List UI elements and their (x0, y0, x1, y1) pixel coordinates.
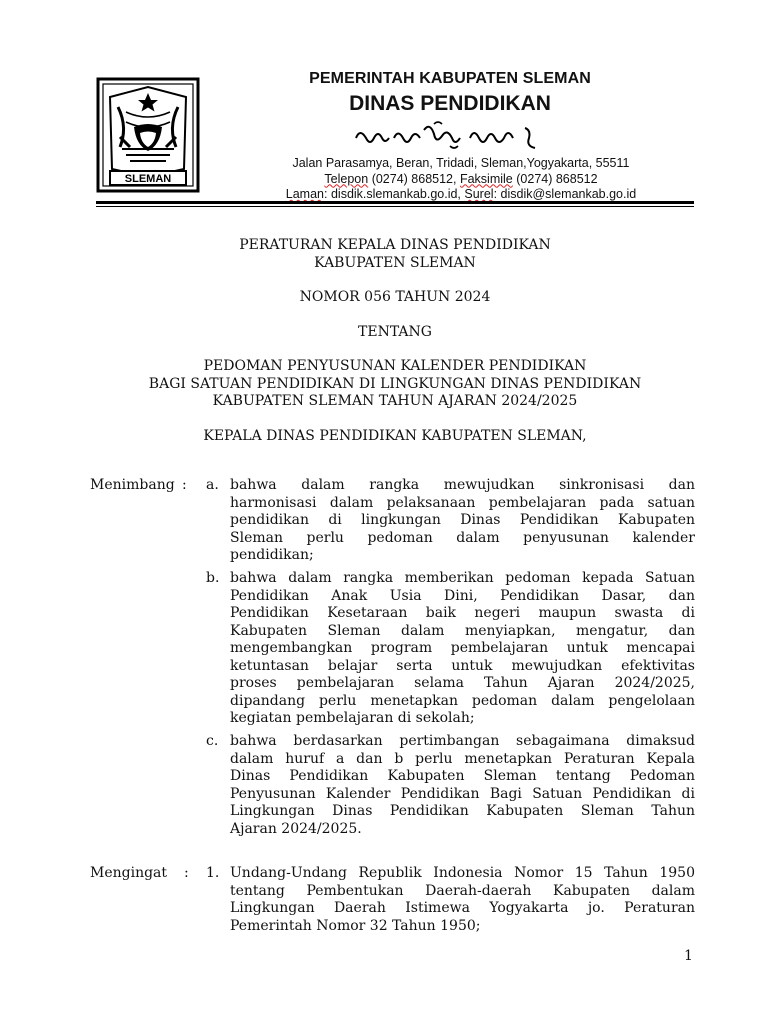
menimbang-label: Menimbang (90, 477, 175, 493)
email-value: : disdik@slemankab.go.id (493, 187, 637, 201)
text-line: Dinas Pendidikan Kabupaten Sleman tentang Pedoman (230, 768, 695, 784)
title-line-2: KABUPATEN SLEMAN (314, 254, 476, 271)
mengingat-item-mark: 1. (206, 865, 220, 881)
text-line: pendidikan di lingkungan Dinas Pendidikan Kabupaten (230, 512, 695, 528)
regulation-number: NOMOR 056 TAHUN 2024 (299, 289, 491, 305)
sleman-coat-of-arms-logo (96, 77, 200, 193)
text-line: Pendidikan Anak Usia Dini, Pendidikan Dasar, dan (230, 587, 695, 604)
text-line: mengembangkan program pembelajaran untuk mencapai (230, 640, 695, 656)
government-name: PEMERINTAH KABUPATEN SLEMAN (309, 70, 591, 87)
address-line: Jalan Parasamya, Beran, Tridadi, Sleman,Yogyakarta, 55511 (292, 156, 630, 170)
text-line: harmonisasi dalam pelaksanaan pembelajaran pada satuan (230, 494, 695, 511)
letterhead-address (232, 156, 690, 203)
letterhead-rule-thin (96, 206, 694, 207)
text-line: bahwa berdasarkan pertimbangan sebagaimana dimaksud (230, 733, 695, 749)
fax-value: (0274) 868512 (516, 171, 598, 186)
text-line: Undang-Undang Republik Indonesia Nomor 15 Tahun 1950 (230, 865, 695, 881)
letterhead-rule-thick (96, 201, 694, 204)
mengingat-label: Mengingat (90, 865, 168, 881)
menimbang-item-c (230, 733, 695, 838)
menimbang-colon: : (182, 477, 187, 493)
issuing-official: KEPALA DINAS PENDIDIKAN KABUPATEN SLEMAN, (203, 427, 587, 444)
text-line: dalam huruf a dan b perlu menetapkan Peraturan Kepala (230, 750, 695, 767)
text-line: proses pembelajaran selama Tahun Ajaran 2024/2025, (230, 675, 695, 691)
mengingat-item-1 (230, 865, 695, 935)
text-line: dipandang perlu menetapkan pedoman dalam pengelolaan (230, 692, 695, 709)
phone-label: Telepon (324, 171, 369, 186)
page-number: 1 (684, 948, 693, 964)
javanese-script-emblem (350, 118, 550, 152)
text-line: Ajaran 2024/2025. (230, 820, 362, 837)
regulation-about: TENTANG (358, 323, 432, 340)
menimbang-item-a (230, 477, 695, 565)
text-line: pendidikan; (230, 547, 314, 563)
text-line: bahwa dalam rangka mewujudkan sinkronisasi dan (230, 477, 695, 493)
email-label: Surel (464, 187, 494, 201)
fax-label: Faksimile (459, 171, 513, 186)
text-line: Penyusunan Kalender Pendidikan Bagi Satuan Pendidikan di (230, 785, 695, 802)
text-line: tentang Pembentukan Daerah-daerah Kabupaten dalam (230, 882, 695, 899)
web-value: : disdik.slemankab.go.id, (324, 187, 461, 201)
text-line: Sleman perlu pedoman dalam penyusunan kalender (230, 529, 695, 546)
menimbang-item-mark: c. (206, 733, 219, 749)
text-line: bahwa dalam rangka memberikan pedoman kepada Satuan (230, 570, 695, 586)
subject-line-2: BAGI SATUAN PENDIDIKAN DI LINGKUNGAN DINAS PENDIDIKAN (148, 375, 642, 392)
menimbang-item-b (230, 570, 695, 728)
text-line: kegiatan pembelajaran di sekolah; (230, 710, 475, 726)
menimbang-item-mark: a. (206, 477, 219, 493)
web-label: Laman (285, 187, 325, 201)
mengingat-colon: : (184, 865, 189, 881)
text-line: Lingkungan Dinas Pendidikan Kabupaten Sleman Tahun (230, 803, 695, 819)
subject-line-1: PEDOMAN PENYUSUNAN KALENDER PENDIDIKAN (203, 358, 587, 374)
text-line: Lingkungan Daerah Istimewa Yogyakarta jo. Peraturan (230, 900, 695, 916)
contact-phone-fax (232, 172, 690, 188)
title-line-1: PERATURAN KEPALA DINAS PENDIDIKAN (239, 237, 551, 253)
text-line: Pendidikan Kesetaraan baik negeri maupun swasta di (230, 605, 695, 621)
text-line: ketuntasan belajar serta untuk mewujudkan efektivitas (230, 657, 695, 674)
regulation-title-block (96, 237, 694, 445)
subject-line-3: KABUPATEN SLEMAN TAHUN AJARAN 2024/2025 (212, 393, 578, 409)
text-line: Pemerintah Nomor 32 Tahun 1950; (230, 917, 481, 934)
text-line: Kabupaten Sleman dalam menyiapkan, mengatur, dan (230, 622, 695, 639)
department-name: DINAS PENDIDIKAN (349, 92, 551, 115)
letterhead (200, 68, 700, 157)
phone-value: (0274) 868512, (371, 171, 457, 186)
logo-text: SLEMAN (124, 173, 172, 185)
menimbang-item-mark: b. (206, 570, 220, 586)
